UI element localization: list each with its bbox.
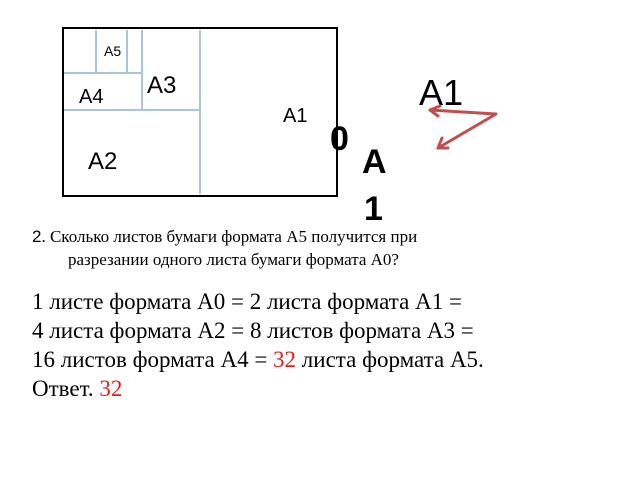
label-a1-inside: А1 — [283, 105, 308, 127]
solution-line3-value: 32 — [273, 347, 297, 372]
rotate-arrow-icon — [420, 100, 510, 160]
divider-a4 — [64, 72, 141, 74]
solution-line3 — [32, 345, 632, 374]
divider-a3 — [141, 30, 143, 109]
answer-line — [32, 374, 632, 403]
task-question — [32, 225, 612, 271]
label-a1-vertical-digit: 1 — [364, 190, 383, 228]
label-a2: А2 — [88, 148, 118, 175]
solution-line1: 1 листе формата А0 = 2 листа формата А1 = — [32, 289, 462, 314]
answer-label: Ответ. — [32, 376, 100, 401]
answer-value: 32 — [99, 376, 123, 401]
solution-block — [32, 287, 632, 403]
divider-a2 — [64, 109, 199, 111]
solution-line3-post: листа формата А5. — [296, 347, 484, 372]
divider-lower — [199, 130, 201, 194]
label-a3: А3 — [147, 72, 177, 99]
task-text-line1: . Сколько листов бумаги формата А5 получится при — [41, 227, 418, 246]
label-a4: А4 — [79, 86, 104, 108]
task-number: 2 — [32, 227, 42, 246]
label-a5: А5 — [104, 43, 122, 59]
divider-a5-extra — [126, 30, 128, 72]
label-zero-partial: 0 — [330, 120, 349, 158]
divider-a5 — [95, 30, 97, 72]
solution-line2: 4 листа формата А2 = 8 листов формата А3 = — [32, 318, 474, 343]
label-a1-right: А1 — [419, 72, 464, 113]
label-a1-vertical-letter: А — [362, 143, 387, 181]
solution-line3-pre: 16 листов формата А4 = — [32, 347, 274, 372]
task-text-line2: разрезании одного листа бумаги формата А0? — [68, 250, 399, 269]
